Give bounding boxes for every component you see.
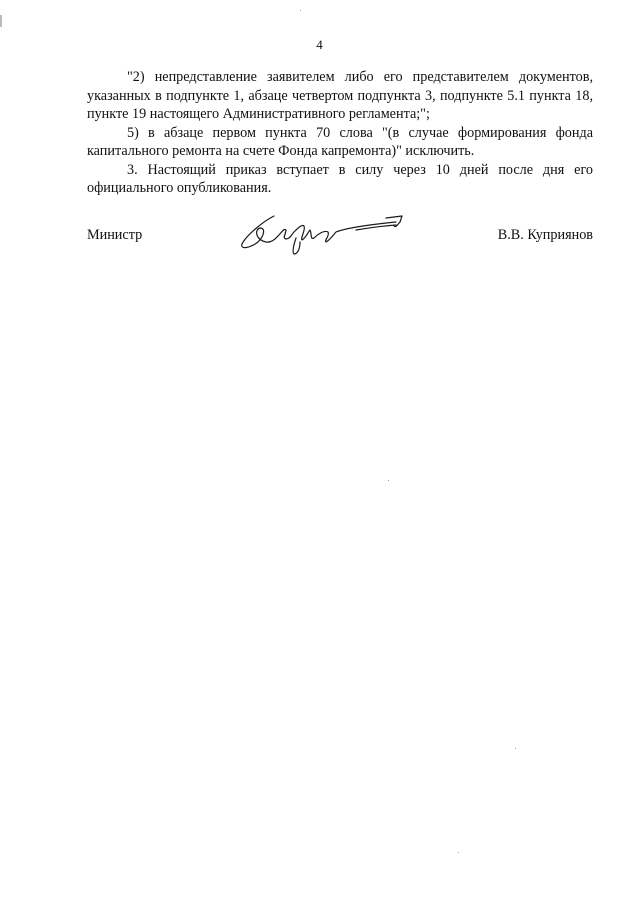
paragraph-item-5: 5) в абзаце первом пункта 70 слова "(в случае формирования фонда капитального ремонта на счете Фонда капремонта)" исключить. [87, 124, 593, 159]
scan-speck [515, 748, 516, 749]
handwritten-signature [236, 208, 408, 258]
paragraph-effective-date: 3. Настоящий приказ вступает в силу через 10 дней после дня его официального опубликования. [87, 161, 593, 196]
scan-speck [458, 852, 459, 853]
document-body [87, 68, 593, 198]
paragraph-item-2: "2) непредставление заявителем либо его представителем документов, указанных в подпункте 1, абзаце четвертом подпункта 3, подпункте 5.1 пункта 18, пункте 19 настоящего Административного регламента;"; [87, 69, 593, 122]
scan-speck [300, 10, 301, 11]
signer-name: В.В. Куприянов [497, 227, 593, 243]
page-number: 4 [316, 37, 323, 52]
scan-speck [388, 480, 389, 481]
scan-edge-mark [0, 15, 2, 27]
signer-role: Министр [87, 227, 143, 243]
